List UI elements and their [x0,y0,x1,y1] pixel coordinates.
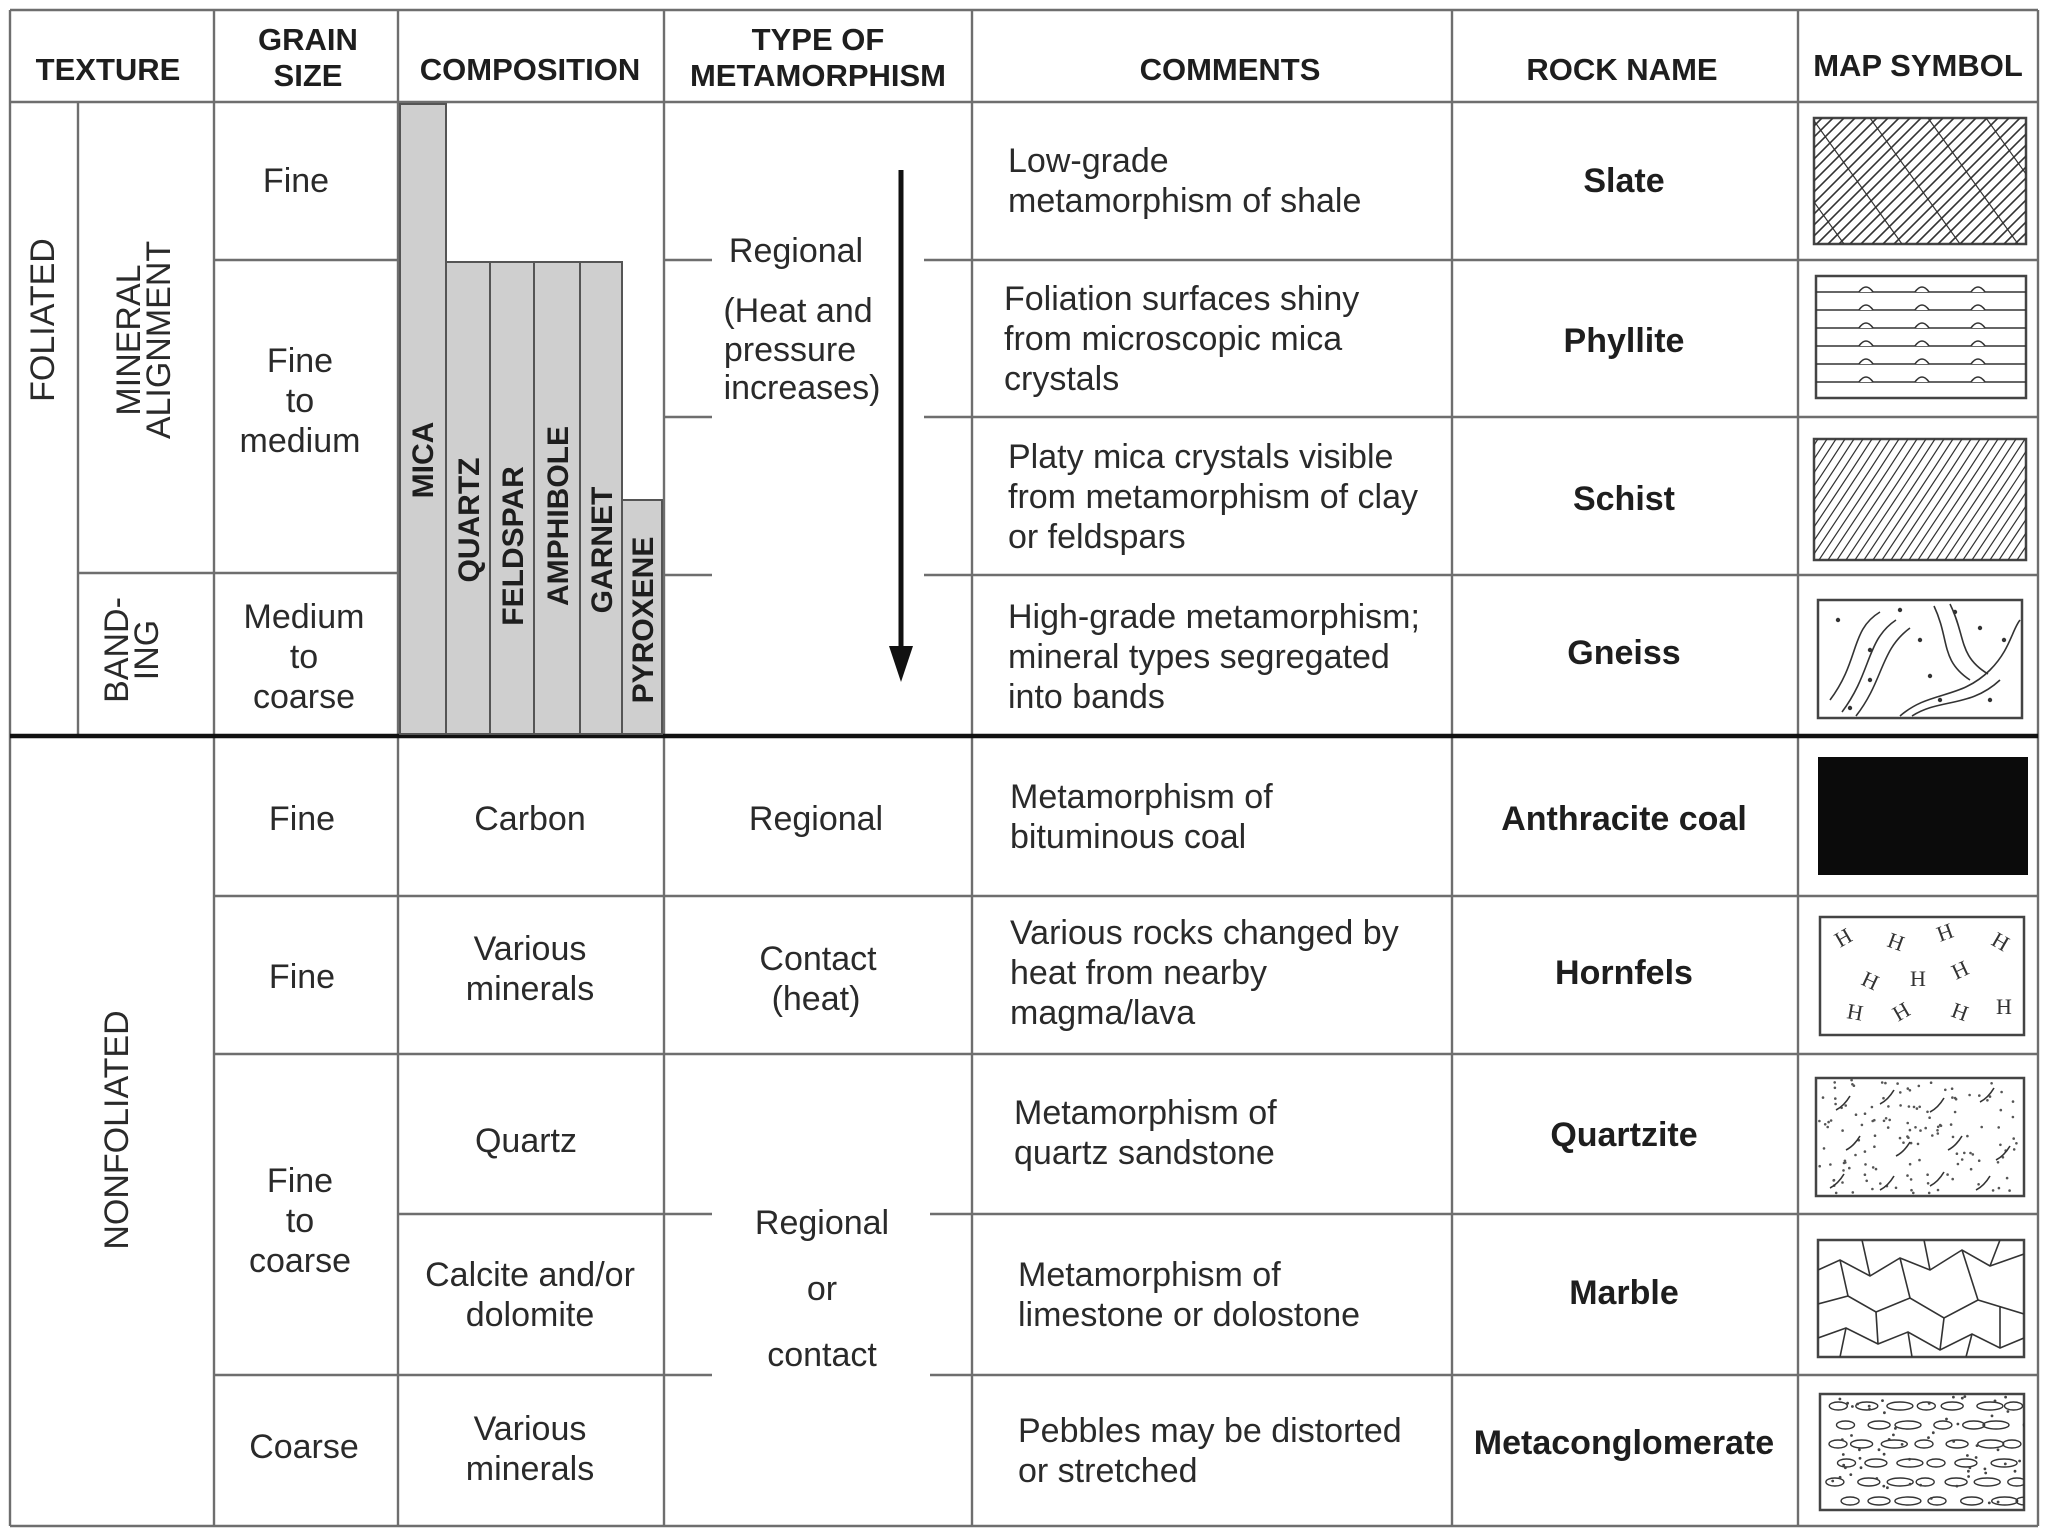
shared-metamorphism-line-1: Regional [754,1204,890,1242]
rock-name-schist: Schist [1572,480,1676,518]
metaconglomerate-comment-line-1: Pebbles may be distorted [1018,1412,1402,1450]
rock-name-column [1474,162,1774,1462]
foliated-metamorphism [723,170,913,682]
grain-fine-to-medium-line-1: Fine [266,342,334,380]
slate-symbol-icon [1674,118,2048,244]
shared-grain-line-2: to [285,1202,315,1240]
anthracite-comment-line-2: bituminous coal [1010,818,1247,856]
garnet-label: GARNET [586,486,619,614]
svg-text:H: H [1888,996,1915,1027]
marble-symbol-icon [1818,1240,2024,1357]
marble-composition-line-1: Calcite and/or [425,1256,635,1294]
hornfels-comment-line-1: Various rocks changed by [1010,914,1399,952]
svg-text:H: H [1948,997,1972,1027]
texture-foliated-label: FOLIATED [24,238,62,402]
quartzite-comment-line-2: quartz sandstone [1014,1134,1275,1172]
composition-bars [400,104,662,734]
quartzite-composition: Quartz [474,1122,578,1160]
shared-grain-line-3: coarse [248,1242,352,1280]
anthracite-grain: Fine [268,800,336,838]
svg-text:H: H [1933,917,1957,947]
amphibole-label: AMPHIBOLE [542,426,575,606]
schist-symbol-icon [1684,439,2048,560]
metaconglomerate-comment-line-2: or stretched [1018,1452,1198,1490]
svg-text:H: H [1857,965,1883,996]
slate-comment-line-2: metamorphism of shale [1008,182,1362,220]
header-rock-name: ROCK NAME [1526,52,1718,87]
svg-text:H: H [1845,998,1866,1026]
foliated-metamorphism-line-2: (Heat and [723,292,873,330]
schist-comment-line-1: Platy mica crystals visible [1008,438,1394,476]
svg-text:H: H [1947,955,1973,985]
increasing-heat-pressure-arrow-icon [889,170,913,682]
grain-fine-to-medium-line-3: medium [239,422,361,460]
foliated-grain-sizes [240,162,365,716]
rock-name-gneiss: Gneiss [1567,634,1681,672]
rock-name-marble: Marble [1569,1274,1679,1312]
header-comments: COMMENTS [1139,52,1321,87]
svg-text:H: H [1910,966,1926,991]
hornfels-comment-line-2: heat from nearby [1010,954,1268,992]
texture-column [24,238,178,1250]
slate-comment-line-1: Low-grade [1008,142,1169,180]
hornfels-comment-line-3: magma/lava [1010,994,1196,1032]
svg-text:H: H [1830,922,1857,953]
gneiss-symbol-icon [1818,600,2022,718]
hornfels-composition-line-2: minerals [465,970,595,1008]
anthracite-metamorphism: Regional [748,800,884,838]
quartz-label: QUARTZ [453,457,486,583]
anthracite-composition: Carbon [474,800,586,838]
texture-nonfoliated-label: NONFOLIATED [98,1010,136,1250]
metaconglomerate-grain: Coarse [249,1428,359,1466]
header-row [36,22,2023,93]
foliated-metamorphism-line-1: Regional [728,232,864,270]
header-type-of-metamorphism-line-1: TYPE OF [751,22,885,57]
grain-fine-to-medium-line-2: to [285,382,315,420]
grain-medium-to-coarse-line-2: to [289,638,319,676]
gneiss-comment-line-1: High-grade metamorphism; [1008,598,1420,636]
rock-name-quartzite: Quartzite [1550,1116,1698,1154]
header-composition: COMPOSITION [419,52,641,87]
header-grain-size-line-1: GRAIN [258,22,358,57]
rock-name-anthracite-coal: Anthracite coal [1501,800,1747,838]
header-map-symbol: MAP SYMBOL [1813,48,2023,83]
phyllite-comment-line-3: crystals [1004,360,1120,398]
shared-metamorphism-line-2: or [806,1270,838,1308]
hornfels-metamorphism-line-1: Contact [759,940,877,978]
svg-text:H: H [1884,927,1908,957]
nonfoliated-properties [249,800,889,1488]
gneiss-comment-line-3: into bands [1008,678,1165,716]
phyllite-symbol-icon [1816,276,2026,398]
hornfels-composition-line-1: Various [473,930,587,968]
comments-column [1004,142,1420,1490]
mica-bar [400,104,446,734]
rock-name-slate: Slate [1583,162,1665,200]
header-texture: TEXTURE [35,52,181,87]
foliated-metamorphism-line-4: increases) [723,369,881,407]
anthracite-coal-symbol-icon [1818,757,2028,875]
hornfels-metamorphism-line-2: (heat) [771,980,861,1018]
header-grain-size-line-2: SIZE [273,58,343,93]
texture-banding-line-2: ING [128,619,166,681]
phyllite-comment-line-2: from microscopic mica [1004,320,1343,358]
anthracite-comment-line-1: Metamorphism of [1010,778,1273,816]
texture-mineral-alignment-line-2: ALIGNMENT [140,240,178,440]
schist-comment-line-2: from metamorphism of clay [1008,478,1418,516]
metaconglomerate-symbol-icon [1820,1394,2043,1510]
schist-comment-line-3: or feldspars [1008,518,1186,556]
grain-medium-to-coarse-line-3: coarse [252,678,356,716]
hornfels-grain: Fine [268,958,336,996]
grain-fine: Fine [262,162,330,200]
shared-metamorphism-line-3: contact [767,1336,877,1374]
marble-composition-line-2: dolomite [465,1296,595,1334]
phyllite-comment-line-1: Foliation surfaces shiny [1004,280,1360,318]
quartzite-symbol-icon [1816,1078,2024,1196]
quartzite-comment-line-1: Metamorphism of [1014,1094,1277,1132]
foliated-metamorphism-line-3: pressure [723,331,857,369]
rock-name-hornfels: Hornfels [1555,954,1693,992]
marble-comment-line-2: limestone or dolostone [1018,1296,1361,1334]
hornfels-symbol-icon [1820,917,2024,1035]
svg-text:H: H [1996,994,2012,1019]
feldspar-label: FELDSPAR [497,466,530,626]
rock-name-metaconglomerate: Metaconglomerate [1473,1424,1775,1462]
rock-name-phyllite: Phyllite [1563,322,1685,360]
mica-label: MICA [407,421,440,499]
svg-text:H: H [1987,926,2014,957]
shared-grain-line-1: Fine [266,1162,334,1200]
texture-mineral-alignment-line-1: MINERAL [110,264,148,416]
pyroxene-label: PYROXENE [627,536,660,704]
texture-banding-line-1: BAND- [98,597,136,703]
marble-comment-line-1: Metamorphism of [1018,1256,1281,1294]
gneiss-comment-line-2: mineral types segregated [1008,638,1390,676]
metaconglomerate-composition-line-1: Various [473,1410,587,1448]
grain-medium-to-coarse-line-1: Medium [243,598,365,636]
header-type-of-metamorphism-line-2: METAMORPHISM [689,58,947,93]
metaconglomerate-composition-line-2: minerals [465,1450,595,1488]
